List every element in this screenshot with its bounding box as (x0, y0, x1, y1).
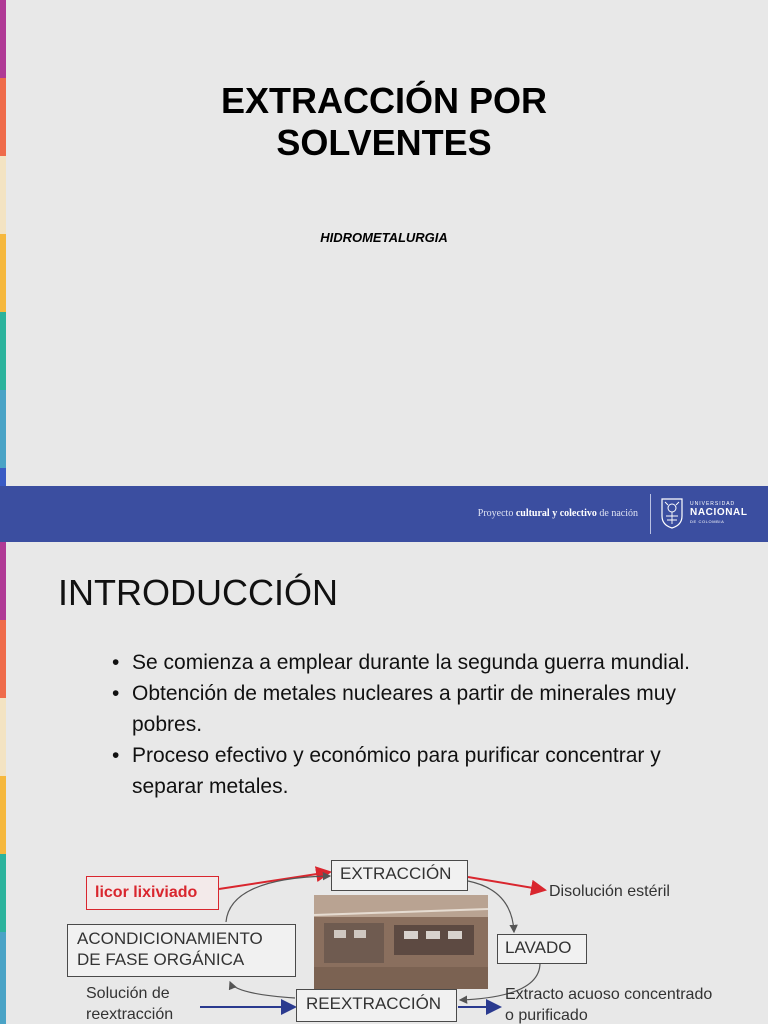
footer-band (0, 486, 768, 542)
slide-subtitle: HIDROMETALURGIA (320, 230, 448, 245)
list-item: • Se comienza a emplear durante la segunda guerra mundial. (112, 651, 691, 674)
university-crest-icon (659, 496, 685, 530)
licor-box: licor lixiviado (86, 876, 219, 910)
footer-tagline: Proyecto cultural y colectivo de nación (477, 508, 638, 519)
list-item: • Obtención de metales nucleares a partir de minerales muy pobres. (112, 682, 676, 736)
intro-slide (0, 542, 768, 1024)
reextraccion-box: REEXTRACCIÓN (296, 989, 457, 1022)
footer-divider (650, 494, 651, 534)
lavado-box: LAVADO (497, 934, 587, 964)
slide-heading: INTRODUCCIÓN (58, 572, 338, 613)
acondicionamiento-box: ACONDICIONAMIENTO DE FASE ORGÁNICA (67, 924, 296, 977)
slide-title: EXTRACCIÓN POR SOLVENTES (220, 80, 548, 163)
extraccion-box: EXTRACCIÓN (331, 860, 468, 891)
solucion-label: Solución de reextracción (86, 985, 174, 1023)
list-item: • Proceso efectivo y económico para purificar concentrar y separar metales. (112, 744, 661, 798)
extracto-label: Extracto acuoso concentrado o purificado (505, 986, 713, 1024)
disolucion-label: Disolución estéril (549, 883, 670, 900)
plant-photo (314, 895, 488, 989)
university-logo-text: UNIVERSIDAD NACIONAL DE COLOMBIA (690, 501, 748, 524)
